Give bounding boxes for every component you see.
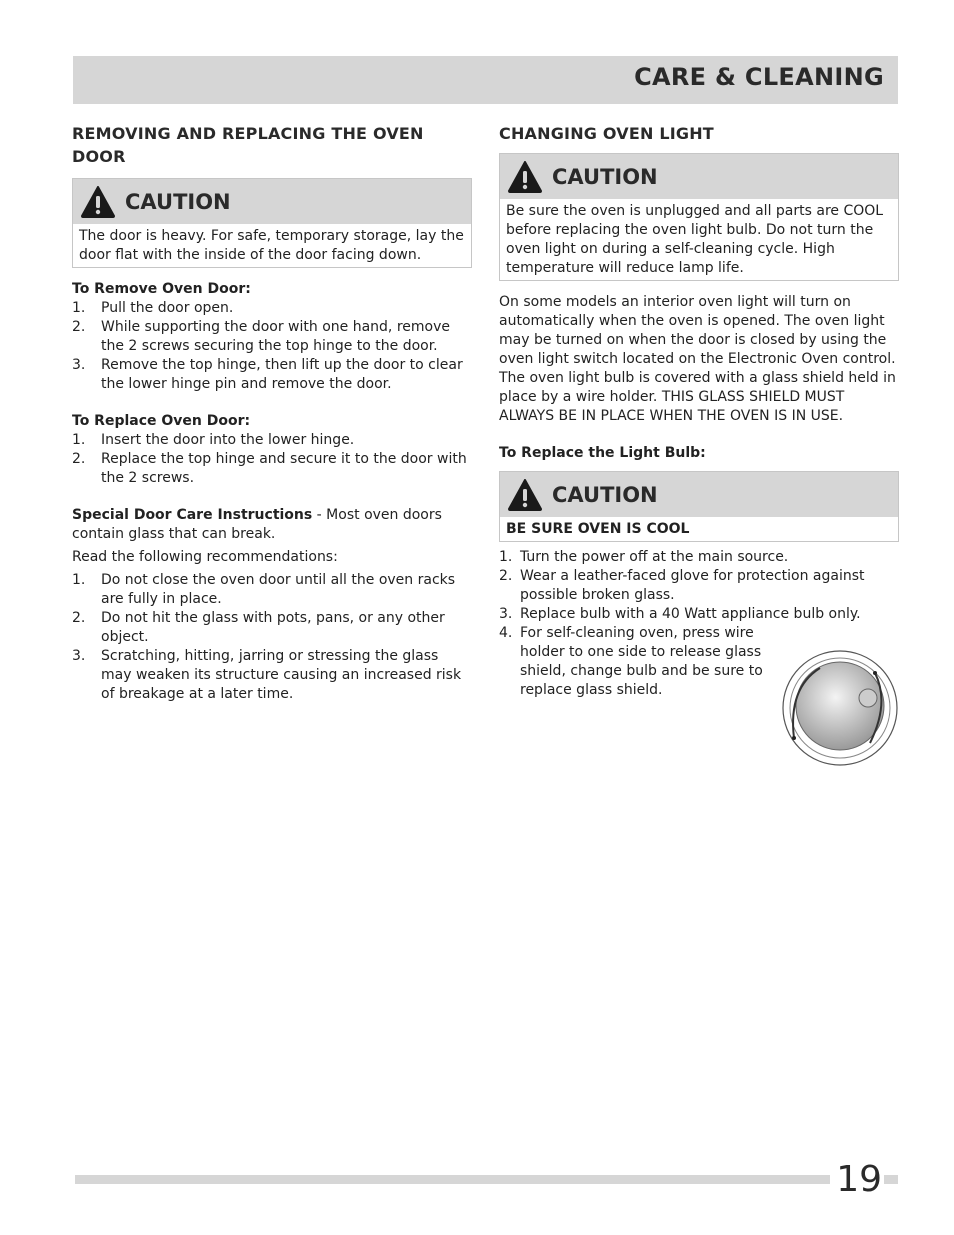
caution-box-light	[499, 153, 899, 281]
list-item: 2. Replace the top hinge and secure it to the door with the 2 screws.	[72, 451, 467, 486]
list-item: 1. Insert the door into the lower hinge.	[72, 432, 355, 448]
list-item: 2. While supporting the door with one hand, remove the 2 screws securing the top hinge to the door.	[72, 319, 450, 354]
replace-door-title: To Replace Oven Door:	[72, 413, 251, 429]
list-item: 2. Wear a leather-faced glove for protection against possible broken glass.	[499, 568, 865, 603]
right-column	[499, 122, 899, 700]
list-item: 2. Do not hit the glass with pots, pans, or any other object.	[72, 610, 445, 645]
caution-title: CAUTION	[125, 189, 231, 214]
caution-header	[73, 179, 471, 224]
section-heading-oven-door: REMOVING AND REPLACING THE OVEN DOOR	[72, 124, 424, 166]
header-bar	[73, 56, 898, 104]
list-item: 3. Remove the top hinge, then lift up the door to clear the lower hinge pin and remove the door.	[72, 357, 463, 392]
caution-title: CAUTION	[552, 482, 658, 507]
remove-door-steps	[72, 299, 472, 394]
warning-icon	[81, 186, 115, 218]
warning-icon	[508, 479, 542, 511]
list-item: 3. Scratching, hitting, jarring or stressing the glass may weaken its structure causing an increased risk of breakage at a later time.	[72, 648, 462, 702]
list-item: 3. Replace bulb with a 40 Watt appliance bulb only.	[499, 606, 861, 622]
caution-title: CAUTION	[552, 164, 658, 189]
caution-text: The door is heavy. For safe, temporary storage, lay the door flat with the inside of the door facing down.	[79, 228, 464, 263]
special-care-steps	[72, 571, 472, 704]
caution-header	[500, 472, 898, 517]
warning-icon	[508, 161, 542, 193]
section-heading-oven-light: CHANGING OVEN LIGHT	[499, 124, 714, 143]
list-item: 1. Pull the door open.	[72, 300, 234, 316]
caution-text: Be sure the oven is unplugged and all parts are COOL before replacing the oven light bulb. Do not turn the oven light on during a self-cleaning cycle. High temperature will reduce lamp life.	[506, 203, 884, 276]
replace-bulb-title: To Replace the Light Bulb:	[499, 445, 706, 461]
remove-door-title: To Remove Oven Door:	[72, 281, 251, 297]
footer-bar	[75, 1175, 898, 1184]
caution-box-bulb	[499, 471, 899, 542]
page-title: CARE & CLEANING	[634, 63, 884, 91]
left-column	[72, 122, 472, 704]
replace-door-steps	[72, 431, 472, 488]
caution-text: BE SURE OVEN IS COOL	[506, 521, 690, 537]
oven-light-paragraph: On some models an interior oven light will turn on automatically when the oven is opened. The oven light may be turned on when the door is closed by using the oven light switch located on the Electronic Oven control. The oven light bulb is covered with a glass shield held in place by a wire holder. THIS GLASS SHIELD MUST ALWAYS BE IN PLACE WHEN THE OVEN IS IN USE.	[499, 294, 896, 424]
page-number: 19	[830, 1158, 884, 1202]
caution-header	[500, 154, 898, 199]
list-item: 1. Turn the power off at the main source.	[499, 549, 789, 565]
read-recommendations: Read the following recommendations:	[72, 549, 338, 565]
light-bulb-shield-illustration	[780, 648, 900, 768]
special-care-paragraph: Special Door Care Instructions - Most oven doors contain glass that can break.	[72, 507, 442, 542]
list-item: 4. For self-cleaning oven, press wire holder to one side to release glass shield, change bulb and be sure to replace glass shield.	[499, 625, 763, 698]
list-item: 1. Do not close the oven door until all the oven racks are fully in place.	[72, 572, 456, 607]
caution-box-door	[72, 178, 472, 268]
